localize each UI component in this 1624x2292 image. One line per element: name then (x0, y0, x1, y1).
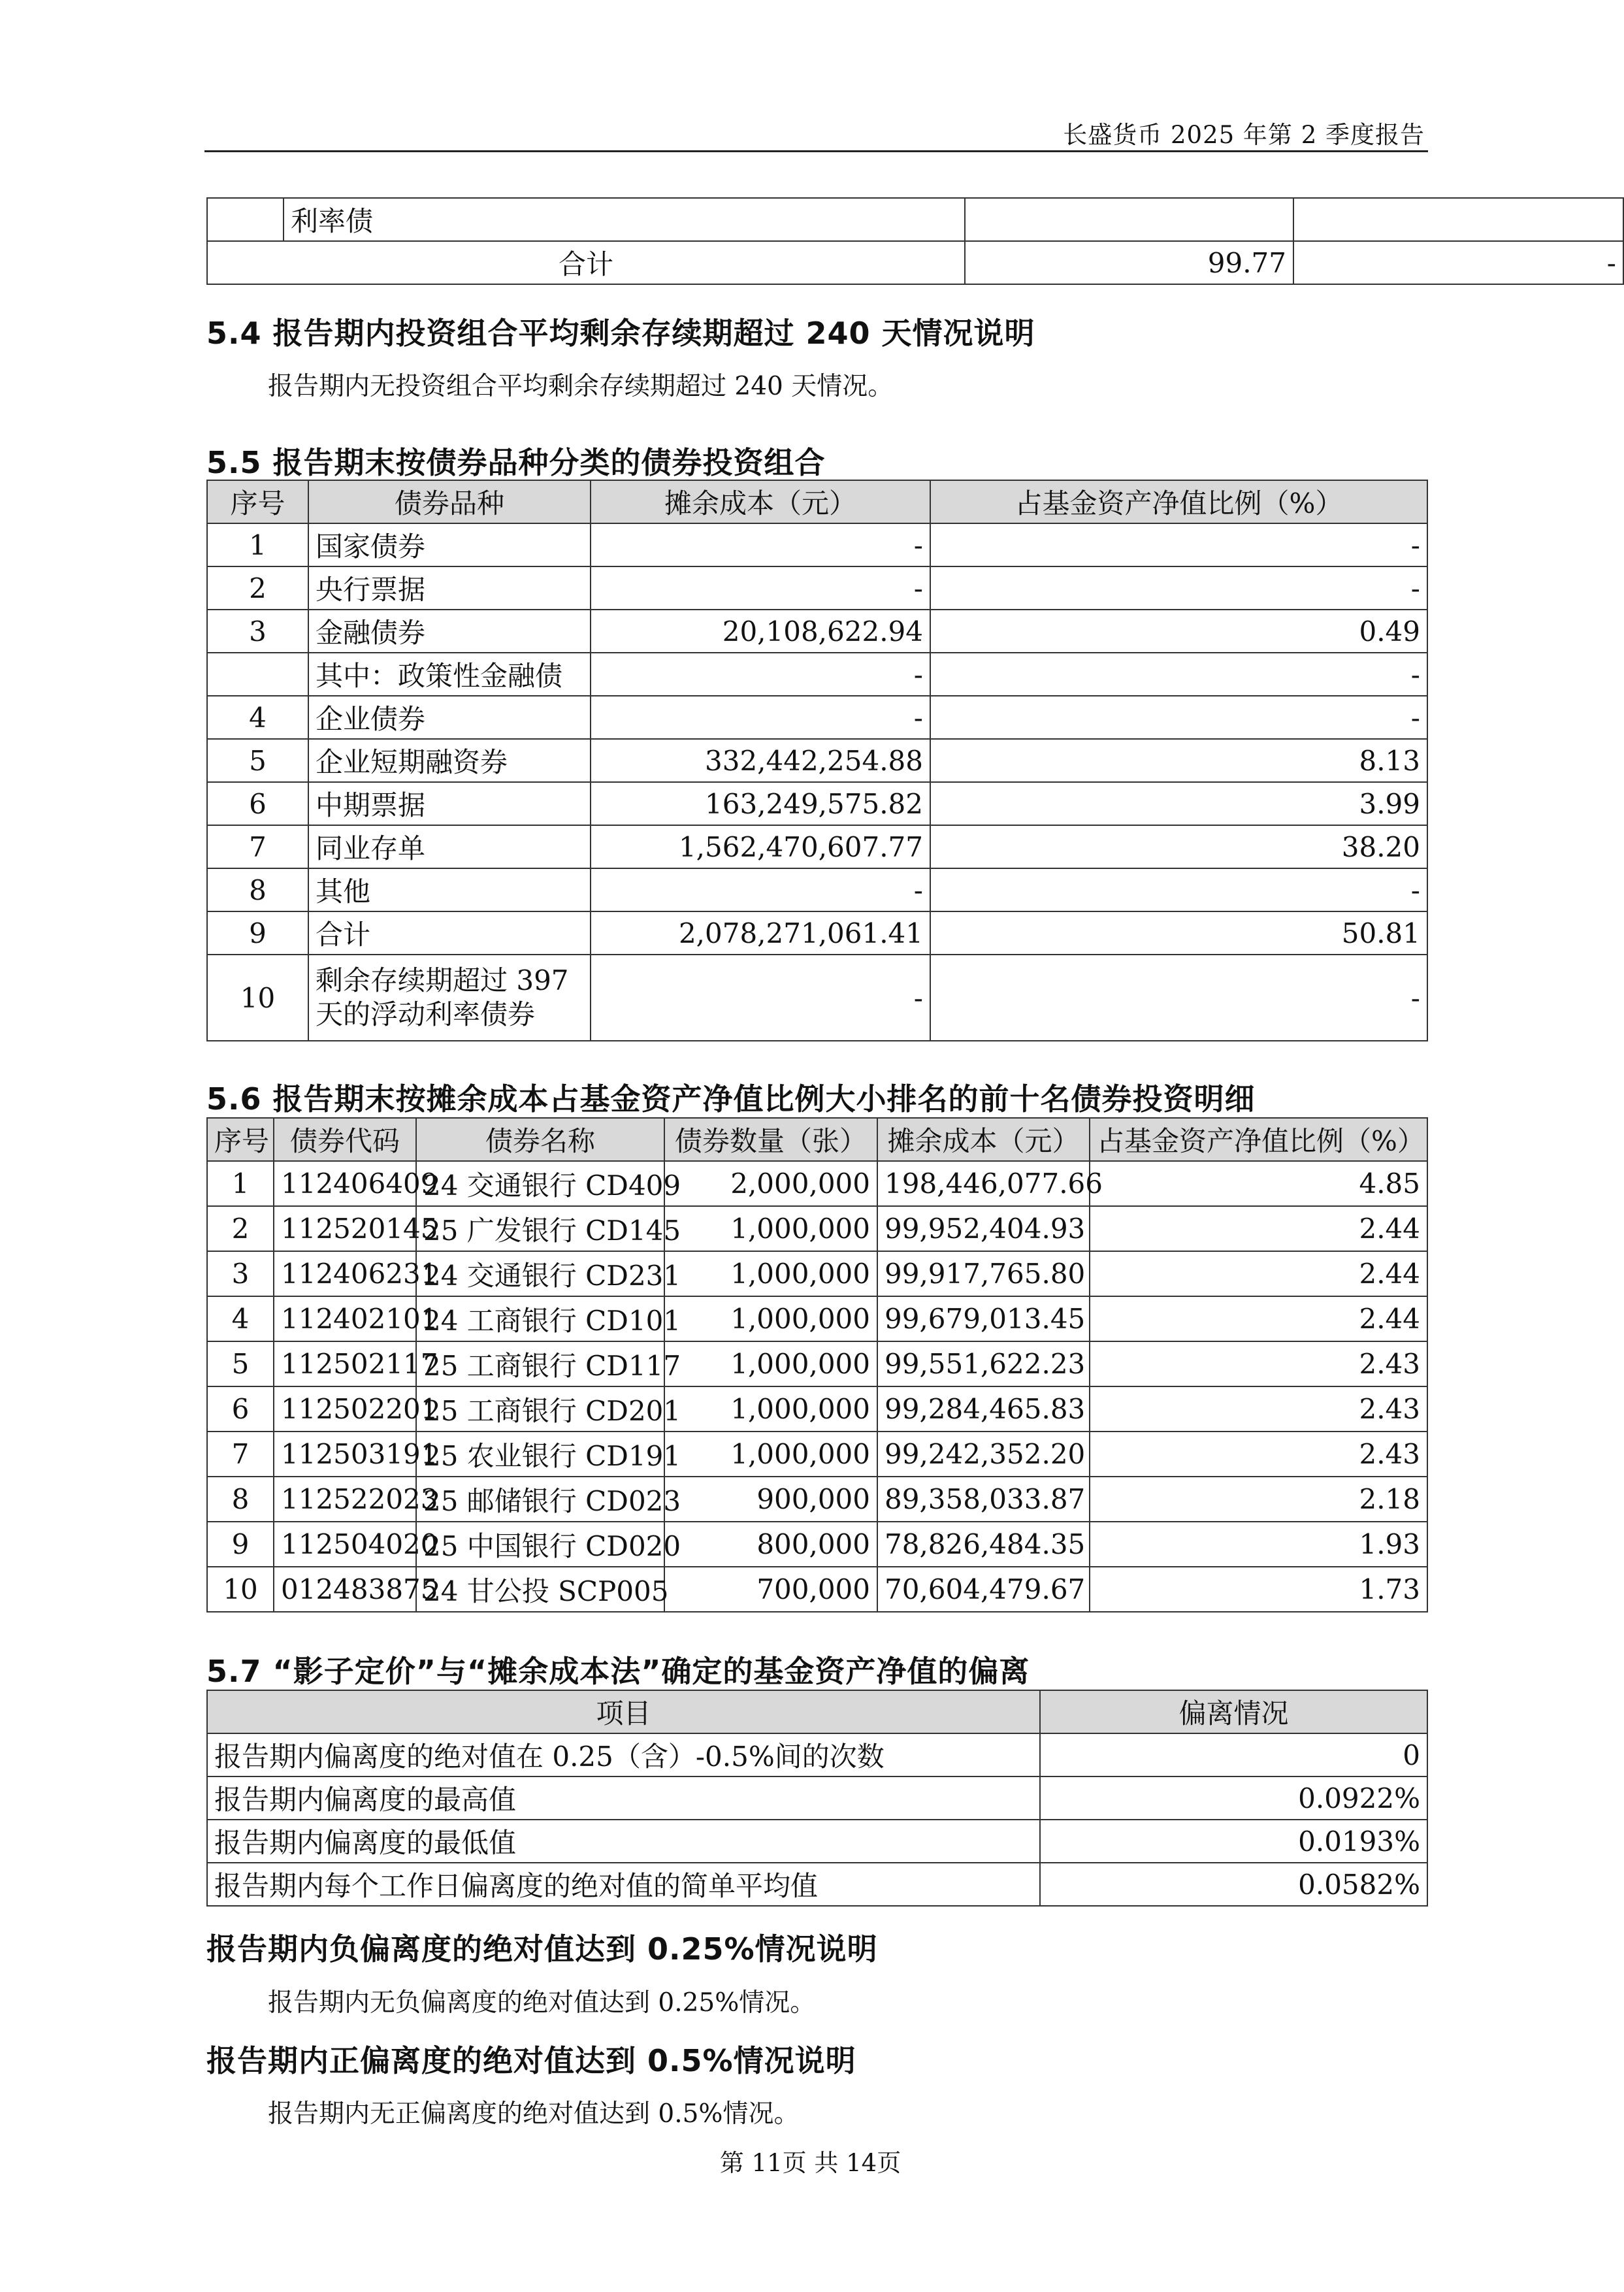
table-cell: 99.77 (965, 241, 1293, 284)
column-header: 占基金资产净值比例（%） (930, 480, 1427, 523)
table-cell: 89,358,033.87 (877, 1477, 1090, 1522)
table-cell: 报告期内每个工作日偏离度的绝对值的简单平均值 (207, 1863, 1040, 1906)
table-header-row (207, 480, 1427, 523)
table-cell: 25 工商银行 CD201 (416, 1386, 664, 1432)
table-cell: 1,000,000 (664, 1251, 877, 1296)
top-ten-bonds-table (206, 1117, 1428, 1613)
table-row (207, 566, 1427, 610)
table-cell: 合计 (308, 911, 591, 955)
table-cell: 112406231 (274, 1251, 416, 1296)
table-row (207, 696, 1427, 739)
table-cell: 6 (207, 1386, 274, 1432)
table-cell: 2.44 (1090, 1251, 1427, 1296)
table-cell: - (591, 566, 930, 610)
table-row (207, 825, 1427, 868)
table-cell: 112520145 (274, 1206, 416, 1251)
section-5-7-title: 5.7 “影子定价”与“摊余成本法”确定的基金资产净值的偏离 (206, 1654, 1030, 1689)
table-row (207, 1432, 1427, 1477)
table-cell: 0.49 (930, 610, 1427, 653)
table-cell: 24 交通银行 CD409 (416, 1161, 664, 1206)
column-header: 摊余成本（元） (877, 1118, 1090, 1161)
table-cell (1293, 198, 1623, 241)
table-cell: 25 工商银行 CD117 (416, 1341, 664, 1386)
table-cell: 0.0193% (1040, 1820, 1427, 1863)
negative-deviation-text: 报告期内无负偏离度的绝对值达到 0.25%情况。 (268, 1988, 816, 2018)
table-cell: 2 (207, 566, 308, 610)
column-header: 摊余成本（元） (591, 480, 930, 523)
table-cell: 其他 (308, 868, 591, 911)
table-cell: - (591, 696, 930, 739)
table-cell: 99,242,352.20 (877, 1432, 1090, 1477)
table-cell: 25 邮储银行 CD023 (416, 1477, 664, 1522)
table-cell: - (930, 868, 1427, 911)
table-cell: 112522023 (274, 1477, 416, 1522)
table-row (207, 1820, 1427, 1863)
continuation-table (206, 197, 1624, 285)
table-row (207, 610, 1427, 653)
table-cell: 9 (207, 1522, 274, 1567)
table-row (207, 523, 1427, 566)
positive-deviation-text: 报告期内无正偏离度的绝对值达到 0.5%情况。 (268, 2099, 800, 2129)
table-cell: - (930, 955, 1427, 1041)
column-header: 债券名称 (416, 1118, 664, 1161)
table-cell: - (591, 955, 930, 1041)
column-header: 债券代码 (274, 1118, 416, 1161)
table-cell: - (930, 653, 1427, 696)
table-cell: 70,604,479.67 (877, 1567, 1090, 1612)
table-cell: 同业存单 (308, 825, 591, 868)
table-cell: 163,249,575.82 (591, 782, 930, 825)
table-cell: 报告期内偏离度的绝对值在 0.25（含）-0.5%间的次数 (207, 1733, 1040, 1776)
section-5-4-title: 5.4 报告期内投资组合平均剩余存续期超过 240 天情况说明 (206, 316, 1035, 351)
section-5-5-title: 5.5 报告期末按债券品种分类的债券投资组合 (206, 445, 826, 480)
table-row (207, 241, 1623, 284)
table-cell: 900,000 (664, 1477, 877, 1522)
table-cell: 3 (207, 610, 308, 653)
table-cell: 1.73 (1090, 1567, 1427, 1612)
column-header: 偏离情况 (1040, 1690, 1427, 1733)
table-row (207, 1161, 1427, 1206)
table-cell: 1,000,000 (664, 1432, 877, 1477)
table-cell: 112504020 (274, 1522, 416, 1567)
table-cell: 2.44 (1090, 1206, 1427, 1251)
table-cell: 78,826,484.35 (877, 1522, 1090, 1567)
bond-type-table (206, 480, 1428, 1041)
table-cell: 企业短期融资券 (308, 739, 591, 782)
table-cell: 25 农业银行 CD191 (416, 1432, 664, 1477)
table-cell: - (591, 868, 930, 911)
table-cell: 1,000,000 (664, 1296, 877, 1341)
table-row (207, 1477, 1427, 1522)
table-cell: 0.0922% (1040, 1776, 1427, 1820)
table-cell: 112406409 (274, 1161, 416, 1206)
table-cell: - (591, 653, 930, 696)
table-cell: 1 (207, 523, 308, 566)
table-cell: 1,000,000 (664, 1206, 877, 1251)
table-row (207, 1863, 1427, 1906)
table-row (207, 868, 1427, 911)
section-5-6-title: 5.6 报告期末按摊余成本占基金资产净值比例大小排名的前十名债券投资明细 (206, 1081, 1256, 1117)
table-cell: 金融债券 (308, 610, 591, 653)
table-cell: 1,000,000 (664, 1386, 877, 1432)
column-header: 序号 (207, 480, 308, 523)
table-cell: 10 (207, 1567, 274, 1612)
table-row (207, 1522, 1427, 1567)
table-cell: 8.13 (930, 739, 1427, 782)
table-cell: 99,284,465.83 (877, 1386, 1090, 1432)
table-cell: 企业债券 (308, 696, 591, 739)
table-row (207, 739, 1427, 782)
table-cell: 4.85 (1090, 1161, 1427, 1206)
table-cell: - (930, 523, 1427, 566)
table-row (207, 1251, 1427, 1296)
deviation-table (206, 1690, 1428, 1907)
header-divider (204, 150, 1428, 152)
table-cell (965, 198, 1293, 241)
table-cell: 24 交通银行 CD231 (416, 1251, 664, 1296)
table-row (207, 198, 1623, 241)
table-row (207, 1341, 1427, 1386)
table-cell: 012483875 (274, 1567, 416, 1612)
table-cell: 4 (207, 696, 308, 739)
table-cell: - (591, 523, 930, 566)
table-cell: 800,000 (664, 1522, 877, 1567)
table-cell: 2,078,271,061.41 (591, 911, 930, 955)
table-cell: 合计 (207, 241, 965, 284)
table-cell: 5 (207, 739, 308, 782)
table-cell: 3.99 (930, 782, 1427, 825)
negative-deviation-title: 报告期内负偏离度的绝对值达到 0.25%情况说明 (206, 1931, 878, 1967)
table-cell: 4 (207, 1296, 274, 1341)
table-cell: 25 中国银行 CD020 (416, 1522, 664, 1567)
page-number: 第 11页 共 14页 (719, 2149, 901, 2177)
table-row (207, 955, 1427, 1041)
table-cell: - (1293, 241, 1623, 284)
table-cell: 700,000 (664, 1567, 877, 1612)
table-cell: 0.0582% (1040, 1863, 1427, 1906)
table-cell: 其中：政策性金融债 (308, 653, 591, 696)
table-cell: 24 甘公投 SCP005 (416, 1567, 664, 1612)
cell-line: 剩余存续期超过 397 (316, 964, 569, 996)
table-cell: 5 (207, 1341, 274, 1386)
table-row (207, 1386, 1427, 1432)
table-cell: 24 工商银行 CD101 (416, 1296, 664, 1341)
table-cell: 198,446,077.66 (877, 1161, 1090, 1206)
table-cell: 99,917,765.80 (877, 1251, 1090, 1296)
table-cell (207, 653, 308, 696)
table-cell: 1,000,000 (664, 1341, 877, 1386)
table-cell: 报告期内偏离度的最低值 (207, 1820, 1040, 1863)
table-cell: 20,108,622.94 (591, 610, 930, 653)
column-header: 序号 (207, 1118, 274, 1161)
table-cell: 2,000,000 (664, 1161, 877, 1206)
table-cell: 1.93 (1090, 1522, 1427, 1567)
table-row (207, 653, 1427, 696)
positive-deviation-title: 报告期内正偏离度的绝对值达到 0.5%情况说明 (206, 2043, 856, 2078)
table-cell: 112502117 (274, 1341, 416, 1386)
table-cell: 99,551,622.23 (877, 1341, 1090, 1386)
table-cell: 332,442,254.88 (591, 739, 930, 782)
column-header: 债券数量（张） (664, 1118, 877, 1161)
table-cell (207, 198, 284, 241)
table-cell: 99,952,404.93 (877, 1206, 1090, 1251)
table-row (207, 1733, 1427, 1776)
table-cell: 8 (207, 868, 308, 911)
table-row (207, 911, 1427, 955)
table-cell: - (930, 696, 1427, 739)
table-cell: 利率债 (284, 198, 965, 241)
table-cell: 112402101 (274, 1296, 416, 1341)
table-cell: 报告期内偏离度的最高值 (207, 1776, 1040, 1820)
table-cell: 1,562,470,607.77 (591, 825, 930, 868)
table-row (207, 1567, 1427, 1612)
table-cell: 9 (207, 911, 308, 955)
table-cell: 38.20 (930, 825, 1427, 868)
table-cell: 112502201 (274, 1386, 416, 1432)
table-cell: 112503191 (274, 1432, 416, 1477)
table-cell: 3 (207, 1251, 274, 1296)
table-cell: 10 (207, 955, 308, 1041)
table-cell: 7 (207, 825, 308, 868)
table-cell: 1 (207, 1161, 274, 1206)
table-cell: - (930, 566, 1427, 610)
table-cell: 2.18 (1090, 1477, 1427, 1522)
table-cell: 50.81 (930, 911, 1427, 955)
column-header: 占基金资产净值比例（%） (1090, 1118, 1427, 1161)
section-5-4-text: 报告期内无投资组合平均剩余存续期超过 240 天情况。 (268, 372, 894, 401)
column-header: 项目 (207, 1690, 1040, 1733)
table-cell: 2.43 (1090, 1341, 1427, 1386)
column-header: 债券品种 (308, 480, 591, 523)
table-cell: 央行票据 (308, 566, 591, 610)
table-cell: 国家债券 (308, 523, 591, 566)
table-cell: 2 (207, 1206, 274, 1251)
table-cell: 7 (207, 1432, 274, 1477)
cell-line: 天的浮动利率债券 (316, 998, 536, 1030)
table-cell: 2.44 (1090, 1296, 1427, 1341)
table-cell: 25 广发银行 CD145 (416, 1206, 664, 1251)
table-cell: 99,679,013.45 (877, 1296, 1090, 1341)
table-row (207, 1296, 1427, 1341)
table-cell: 0 (1040, 1733, 1427, 1776)
table-header-row (207, 1118, 1427, 1161)
table-header-row (207, 1690, 1427, 1733)
table-cell: 2.43 (1090, 1386, 1427, 1432)
table-row (207, 782, 1427, 825)
report-header: 长盛货币 2025 年第 2 季度报告 (1063, 121, 1425, 149)
table-cell: 8 (207, 1477, 274, 1522)
table-cell: 中期票据 (308, 782, 591, 825)
table-cell (308, 955, 591, 1041)
table-cell: 2.43 (1090, 1432, 1427, 1477)
table-row (207, 1206, 1427, 1251)
table-row (207, 1776, 1427, 1820)
table-cell: 6 (207, 782, 308, 825)
